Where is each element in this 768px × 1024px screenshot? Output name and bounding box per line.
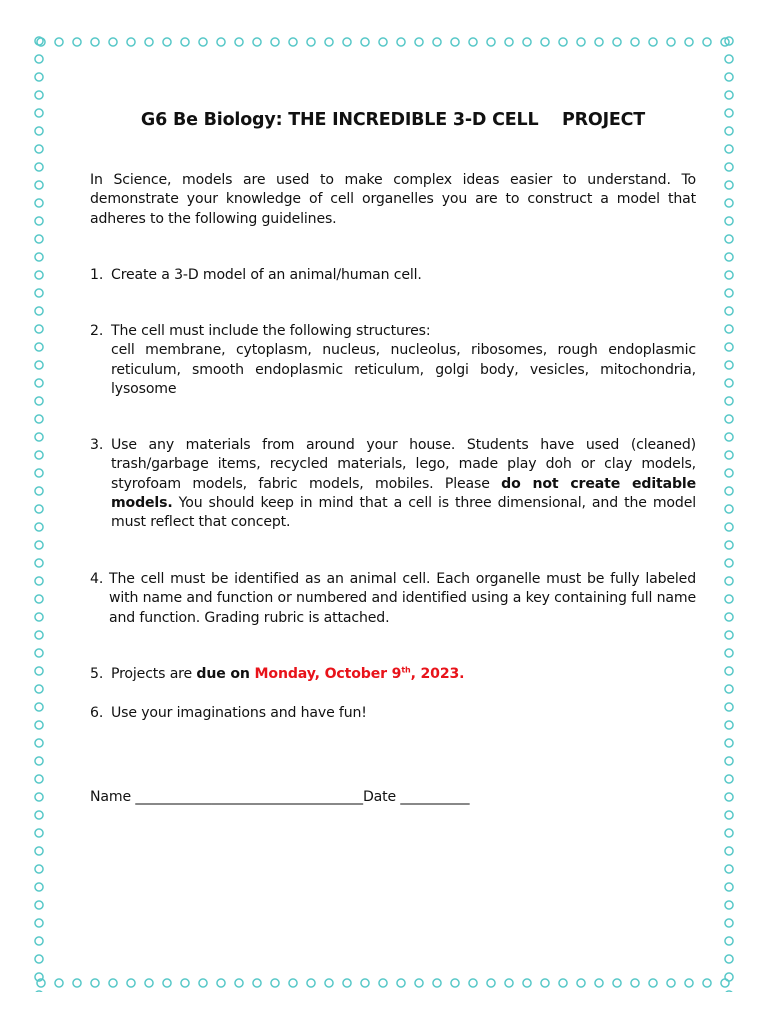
due-label: due on <box>196 666 250 682</box>
guideline-number: 2. <box>90 323 104 339</box>
guideline-number: 5. <box>90 666 104 682</box>
guideline-text: Create a 3-D model of an animal/human cell. <box>111 267 422 283</box>
guideline-1 <box>90 266 696 285</box>
signature-line <box>90 788 696 807</box>
guideline-number: 1. <box>90 267 104 283</box>
guideline-text: Use your imaginations and have fun! <box>111 705 367 721</box>
guideline-text: The cell must be identified as an animal cell. Each organelle must be fully labeled with name and function or numbered and identified using a key containing full name and function. Grading rubric is attached. <box>109 571 696 626</box>
name-field[interactable]: _________________________________ <box>135 789 363 805</box>
dimension-text: You should keep in mind that a cell is three dimensional, and the model must reflect that concept. <box>111 494 696 531</box>
page-border-right <box>722 32 736 992</box>
guideline-5 <box>90 665 696 684</box>
guideline-text <box>111 665 696 684</box>
guideline-3 <box>90 436 696 532</box>
name-label: Name <box>90 789 131 805</box>
date-field[interactable]: __________ <box>400 789 470 805</box>
guideline-text <box>111 436 696 532</box>
guideline-number: 3. <box>90 437 104 453</box>
document-title: G6 Be Biology: THE INCREDIBLE 3-D CELL PROJECT <box>140 110 646 130</box>
guideline-4 <box>90 570 696 628</box>
page-border-top <box>32 35 736 49</box>
guideline-number: 6. <box>90 705 104 721</box>
due-date: Monday, October 9th, 2023. <box>249 665 465 682</box>
page-border-left <box>32 32 46 992</box>
projects-text: Projects are <box>111 666 197 682</box>
materials-text: Use any materials from around your house. Students have used (cleaned) trash/garbage items, recycled materials, lego, made play doh or clay models, styrofoam models, fabric models, mobiles. Please <box>111 437 696 492</box>
structures-list: cell membrane, cytoplasm, nucleus, nucleolus, ribosomes, rough endoplasmic reticulum, smooth endoplasmic reticulum, golgi body, vesicles, mitochondria, lysosome <box>111 342 696 397</box>
guideline-2 <box>90 322 696 399</box>
guideline-6 <box>90 704 696 723</box>
editable-warning: do not create editable models. <box>111 475 696 511</box>
guideline-text: The cell must include the following structures: <box>111 323 431 339</box>
page-border-bottom <box>32 976 736 990</box>
guideline-number: 4. <box>90 571 104 587</box>
date-label: Date <box>362 789 397 805</box>
intro-paragraph: In Science, models are used to make complex ideas easier to understand. To demonstrate your knowledge of cell organelles you are to construct a model that adheres to the following guidelines. <box>90 172 696 227</box>
